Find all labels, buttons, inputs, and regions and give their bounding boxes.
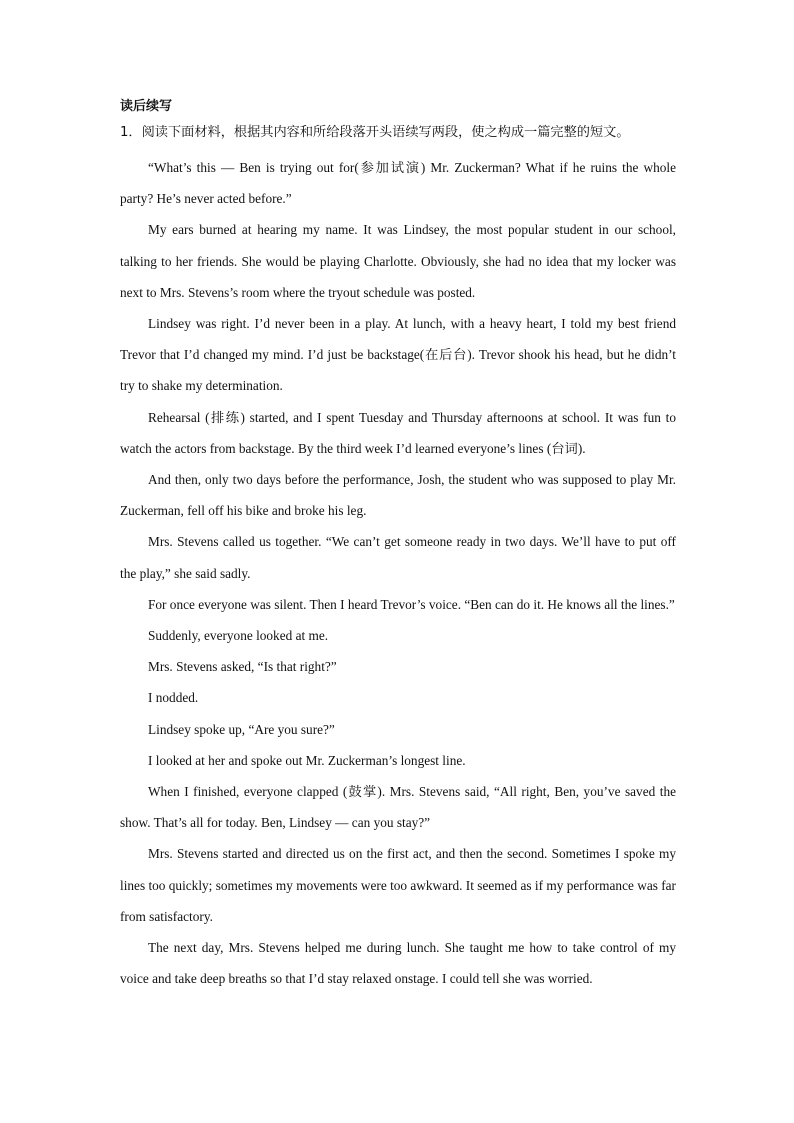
story-paragraph-15: The next day, Mrs. Stevens helped me during lunch. She taught me how to take control of my voice and take deep breaths so that I’d stay relaxed onstage. I could tell she was worried. xyxy=(120,940,676,987)
story-paragraph-6: Mrs. Stevens called us together. “We can’t get someone ready in two days. We’ll have to put off the play,” she said sadly. xyxy=(120,534,676,581)
story-paragraph-14: Mrs. Stevens started and directed us on the first act, and then the second. Sometimes I spoke my lines too quickly; sometimes my movements were too awkward. It seemed as if my performance was far from satisfactory. xyxy=(120,846,676,924)
story-paragraph-1: “What’s this — Ben is trying out for(参加试演) Mr. Zuckerman? What if he ruins the whole party? He’s never acted before.” xyxy=(120,160,676,207)
story-paragraph-10: I nodded. xyxy=(148,690,199,706)
story-paragraph-2: My ears burned at hearing my name. It was Lindsey, the most popular student in our school, talking to her friends. She would be playing Charlotte. Obviously, she had no idea that my locker was next to Mrs. Stevens’s room where the tryout schedule was posted. xyxy=(120,222,676,300)
story-paragraph-13: When I finished, everyone clapped (鼓掌). Mrs. Stevens said, “All right, Ben, you’ve saved the show. That’s all for today. Ben, Lindsey — can you stay?” xyxy=(120,784,676,831)
story-paragraph-11: Lindsey spoke up, “Are you sure?” xyxy=(148,721,335,737)
story-paragraph-7: For once everyone was silent. Then I heard Trevor’s voice. “Ben can do it. He knows all the lines.” xyxy=(148,596,675,612)
story-paragraph-9: Mrs. Stevens asked, “Is that right?” xyxy=(148,659,337,675)
story-paragraph-4: Rehearsal (排练) started, and I spent Tuesday and Thursday afternoons at school. It was fun to watch the actors from backstage. By the third week I’d learned everyone’s lines (台词). xyxy=(120,409,676,456)
document-page xyxy=(120,97,676,994)
story-paragraph-12: I looked at her and spoke out Mr. Zuckerman’s longest line. xyxy=(148,752,466,768)
story-paragraph-3: Lindsey was right. I’d never been in a play. At lunch, with a heavy heart, I told my best friend Trevor that I’d changed my mind. I’d just be backstage(在后台). Trevor shook his head, but he didn’t try to shake my determination. xyxy=(120,316,676,394)
task-instruction: 1．阅读下面材料，根据其内容和所给段落开头语续写两段，使之构成一篇完整的短文。 xyxy=(120,125,630,140)
section-title: 读后续写 xyxy=(120,99,173,114)
story-paragraph-8: Suddenly, everyone looked at me. xyxy=(148,628,329,644)
story-paragraph-5: And then, only two days before the performance, Josh, the student who was supposed to play Mr. Zuckerman, fell off his bike and broke his leg. xyxy=(120,472,676,519)
